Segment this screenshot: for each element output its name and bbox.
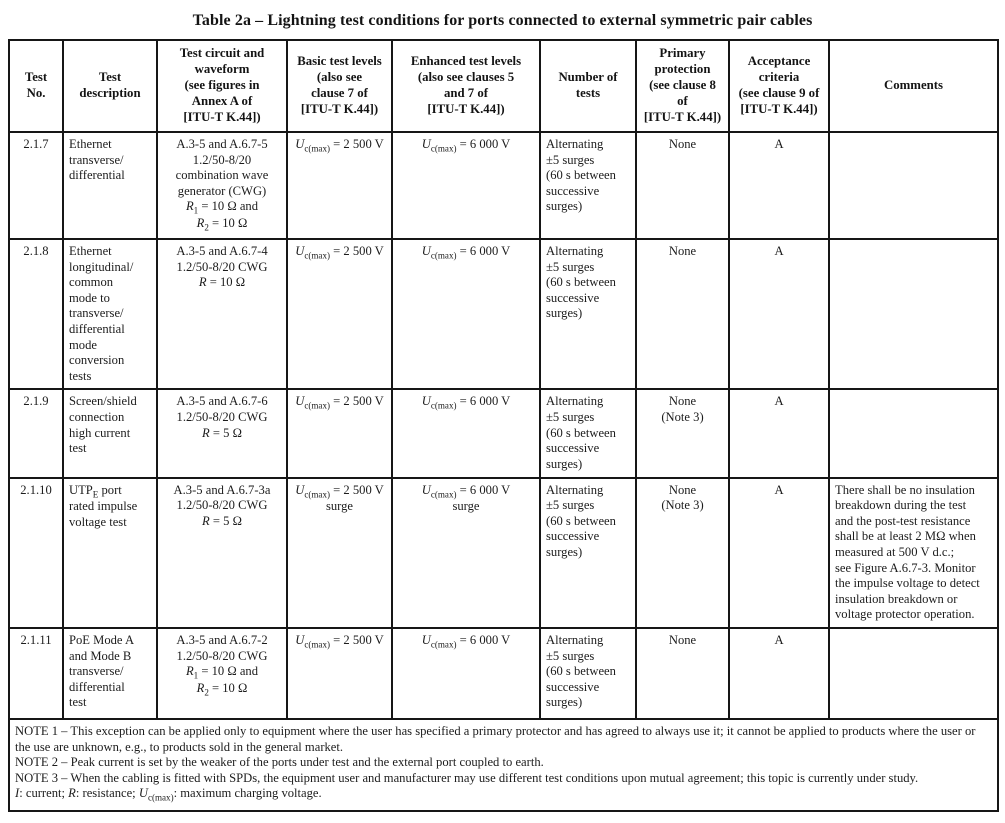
cell-number-of-tests: Alternating ±5 surges (60 s between successive surges) — [540, 132, 636, 239]
cell-primary-protection: None — [636, 628, 729, 719]
lightning-test-table — [8, 39, 999, 812]
col-header-test-description: Test description — [63, 40, 157, 132]
cell-primary-protection: None (Note 3) — [636, 478, 729, 628]
cell-acceptance-criteria: A — [729, 239, 829, 389]
cell-test-circuit: A.3-5 and A.6.7-2 1.2/50-8/20 CWG $R_1 = 10$ Ω and $R_2 = 10$ Ω — [157, 628, 287, 719]
table-row-2-1-10 — [9, 478, 998, 628]
cell-test-circuit: A.3-5 and A.6.7-4 1.2/50-8/20 CWG R = 10 Ω — [157, 239, 287, 389]
cell-test-no: 2.1.8 — [9, 239, 63, 389]
col-header-number-of-tests: Number of tests — [540, 40, 636, 132]
cell-test-no: 2.1.11 — [9, 628, 63, 719]
cell-number-of-tests: Alternating ±5 surges (60 s between successive surges) — [540, 478, 636, 628]
cell-acceptance-criteria: A — [729, 132, 829, 239]
cell-test-circuit: A.3-5 and A.6.7-3a 1.2/50-8/20 CWG R = 5 Ω — [157, 478, 287, 628]
col-header-test-circuit: Test circuit and waveform (see figures in Annex A of [ITU-T K.44]) — [157, 40, 287, 132]
cell-test-no: 2.1.9 — [9, 389, 63, 477]
cell-enhanced-levels: $U_{c(max)} = 6$ 000 V — [392, 239, 540, 389]
cell-test-no: 2.1.10 — [9, 478, 63, 628]
cell-primary-protection: None — [636, 239, 729, 389]
cell-test-description: Ethernet longitudinal/ common mode to transverse/ differential mode conversion tests — [63, 239, 157, 389]
cell-basic-levels: $U_{c(max)} = 2$ 500 V surge — [287, 478, 392, 628]
table-row-2-1-9 — [9, 389, 998, 477]
cell-basic-levels: $U_{c(max)} = 2$ 500 V — [287, 132, 392, 239]
col-header-primary-protection: Primary protection (see clause 8 of [ITU-T K.44]) — [636, 40, 729, 132]
col-header-acceptance-criteria: Acceptance criteria (see clause 9 of [ITU-T K.44]) — [729, 40, 829, 132]
table-row-2-1-7 — [9, 132, 998, 239]
cell-basic-levels: $U_{c(max)} = 2$ 500 V — [287, 389, 392, 477]
col-header-basic-levels: Basic test levels (also see clause 7 of [ITU-T K.44]) — [287, 40, 392, 132]
cell-acceptance-criteria: A — [729, 628, 829, 719]
cell-comments — [829, 239, 998, 389]
col-header-comments: Comments — [829, 40, 998, 132]
cell-basic-levels: $U_{c(max)} = 2$ 500 V — [287, 239, 392, 389]
cell-enhanced-levels: $U_{c(max)} = 6$ 000 V — [392, 628, 540, 719]
cell-primary-protection: None (Note 3) — [636, 389, 729, 477]
header-row — [9, 40, 998, 132]
cell-test-description: Ethernet transverse/ differential — [63, 132, 157, 239]
cell-test-circuit: A.3-5 and A.6.7-5 1.2/50-8/20 combination wave generator (CWG) $R_1 = 10$ Ω and $R_2 = 10$ Ω — [157, 132, 287, 239]
table-row-2-1-11 — [9, 628, 998, 719]
cell-enhanced-levels: $U_{c(max)} = 6$ 000 V surge — [392, 478, 540, 628]
cell-test-description: PoE Mode A and Mode B transverse/ differential test — [63, 628, 157, 719]
cell-test-no: 2.1.7 — [9, 132, 63, 239]
table-notes: NOTE 1 – This exception can be applied only to equipment where the user has specified a primary protector and has agreed to always use it; it cannot be applied to products where the user or the use are unknown, e.g., to products sold in the general market. NOTE 2 – Peak current is set by the weaker of the ports under test and the external port coupled to earth. NOTE 3 – When the cabling is fitted with SPDs, the equipment user and manufacturer may use different test conditions upon mutual agreement; this topic is currently under study. I: current; R: resistance; $U_{c(max)}$: maximum charging voltage. — [9, 719, 998, 811]
cell-acceptance-criteria: A — [729, 478, 829, 628]
cell-number-of-tests: Alternating ±5 surges (60 s between successive surges) — [540, 389, 636, 477]
cell-comments: There shall be no insulation breakdown during the test and the post-test resistance shall be at least 2 MΩ when measured at 500 V d.c.; see Figure A.6.7-3. Monitor the impulse voltage to detect insulation breakdown or voltage protector operation. — [829, 478, 998, 628]
col-header-test-no: Test No. — [9, 40, 63, 132]
cell-acceptance-criteria: A — [729, 389, 829, 477]
notes-row — [9, 719, 998, 811]
cell-comments — [829, 389, 998, 477]
cell-comments — [829, 628, 998, 719]
cell-test-description: $UTP_E$ port rated impulse voltage test — [63, 478, 157, 628]
page-title: Table 2a – Lightning test conditions for ports connected to external symmetric pair cables — [192, 12, 813, 29]
table-row-2-1-8 — [9, 239, 998, 389]
cell-number-of-tests: Alternating ±5 surges (60 s between successive surges) — [540, 239, 636, 389]
cell-test-circuit: A.3-5 and A.6.7-6 1.2/50-8/20 CWG R = 5 Ω — [157, 389, 287, 477]
cell-enhanced-levels: $U_{c(max)} = 6$ 000 V — [392, 389, 540, 477]
cell-primary-protection: None — [636, 132, 729, 239]
cell-number-of-tests: Alternating ±5 surges (60 s between successive surges) — [540, 628, 636, 719]
cell-enhanced-levels: $U_{c(max)} = 6$ 000 V — [392, 132, 540, 239]
col-header-enhanced-levels: Enhanced test levels (also see clauses 5 and 7 of [ITU-T K.44]) — [392, 40, 540, 132]
cell-test-description: Screen/shield connection high current test — [63, 389, 157, 477]
cell-basic-levels: $U_{c(max)} = 2$ 500 V — [287, 628, 392, 719]
cell-comments — [829, 132, 998, 239]
